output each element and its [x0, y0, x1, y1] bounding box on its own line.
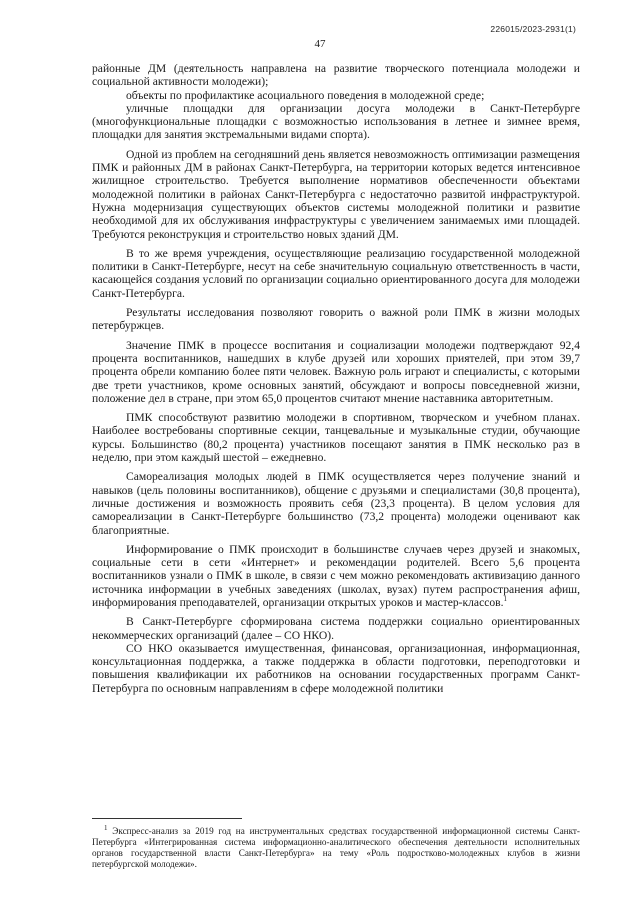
paragraph: Самореализация молодых людей в ПМК осуществляется через получение знаний и навыков (цель половины воспитанников), общение с друзьями и специалистами (30,8 процента), личные достижения и возможность проявить себя (23,3 процента). В целом условия для самореализации в Санкт-Петербурге большинство (73,2 процента) молодежи оценивают как благоприятные. [92, 470, 580, 537]
paragraph: Значение ПМК в процессе воспитания и социализации молодежи подтверждают 92,4 процента воспитанников, нашедших в клубе друзей или хороших приятелей, при этом 39,7 процента обрели компанию более пяти человек. Важную роль играют и специалисты, с которыми две трети участников, кроме основных занятий, обсуждают и вопросы повседневной жизни, положение дел в стране, при этом 65,0 процентов считают мнение наставника авторитетным. [92, 338, 580, 405]
footnote-reference[interactable]: 1 [503, 595, 508, 604]
footnote-divider [92, 818, 242, 819]
footnote-number: 1 [104, 823, 108, 832]
document-number: 226015/2023-2931(1) [490, 24, 576, 34]
paragraph: уличные площадки для организации досуга молодежи в Санкт-Петербурге (многофункциональные площадки с возможностью использования в летнее и зимнее время, площадки для занятия экстремальными видами спорта). [92, 101, 580, 142]
footnote-text: Экспресс-анализ за 2019 год на инструментальных средствах государственной информационной системы Санкт-Петербурга «Интегрированная система информационно-аналитического обеспечения деятельности исполнительных органов государственной власти Санкт-Петербурга» на тему «Роль подростково-молодежных клубов в жизни петербургской молодежи». [92, 826, 580, 869]
paragraph: объекты по профилактике асоциального поведения в молодежной среде; [126, 88, 485, 102]
paragraph [92, 543, 580, 609]
paragraph: В Санкт-Петербурге сформирована система поддержки социально ориентированных некоммерческих организаций (далее – СО НКО). [92, 615, 580, 642]
paragraph-text: Информирование о ПМК происходит в большинстве случаев через друзей и знакомых, социальные сети в сети «Интернет» и рекомендации родителей. Всего 5,6 процента воспитанников узнали о ПМК в школе, в связи с чем можно рекомендовать активизацию данного источника информации в учебных заведениях (школах, вузах) путем распространения афиш, информирования преподавателей, организации открытых уроков и мастер-классов. [92, 542, 580, 609]
paragraph: Результаты исследования позволяют говорить о важной роли ПМК в жизни молодых петербуржцев. [92, 306, 580, 333]
paragraph: В то же время учреждения, осуществляющие реализацию государственной молодежной политики в Санкт-Петербурге, несут на себе значительную социальную ответственность в части, касающейся создания условий по организации социально ориентированного досуга для молодежи Санкт-Петербурга. [92, 246, 580, 300]
paragraph: районные ДМ (деятельность направлена на развитие творческого потенциала молодежи и социальной активности молодежи); [92, 62, 580, 89]
paragraph: ПМК способствуют развитию молодежи в спортивном, творческом и учебном планах. Наиболее востребованы спортивные секции, танцевальные и музыкальные студии, обучающие курсы. Большинство (80,2 процента) участников посещают занятия в ПМК несколько раз в неделю, при этом каждый шестой – ежедневно. [92, 411, 580, 465]
document-body [92, 62, 580, 695]
paragraph: СО НКО оказывается имущественная, финансовая, организационная, информационная, консультационная поддержка, а также поддержка в области подготовки, переподготовки и повышения квалификации их работников на основании государственных программ Санкт-Петербурга по основным направлениям в сфере молодежной политики [92, 641, 580, 695]
paragraph: Одной из проблем на сегодняшний день является невозможность оптимизации размещения ПМК и районных ДМ в районах Санкт-Петербурга, на территории которых ведется интенсивное жилищное строительство. Требуется выполнение нормативов обеспеченности объектами молодежной политики в районах Санкт-Петербурга с недостаточно развитой инфраструктурой. Нужна модернизация существующих объектов системы молодежной политики и развитие необходимой для их обслуживания инфраструктуры с увеличением занимаемых ими площадей. Требуются реконструкция и строительство новых зданий ДМ. [92, 147, 580, 241]
footnote [92, 823, 580, 870]
page-number: 47 [314, 38, 326, 50]
